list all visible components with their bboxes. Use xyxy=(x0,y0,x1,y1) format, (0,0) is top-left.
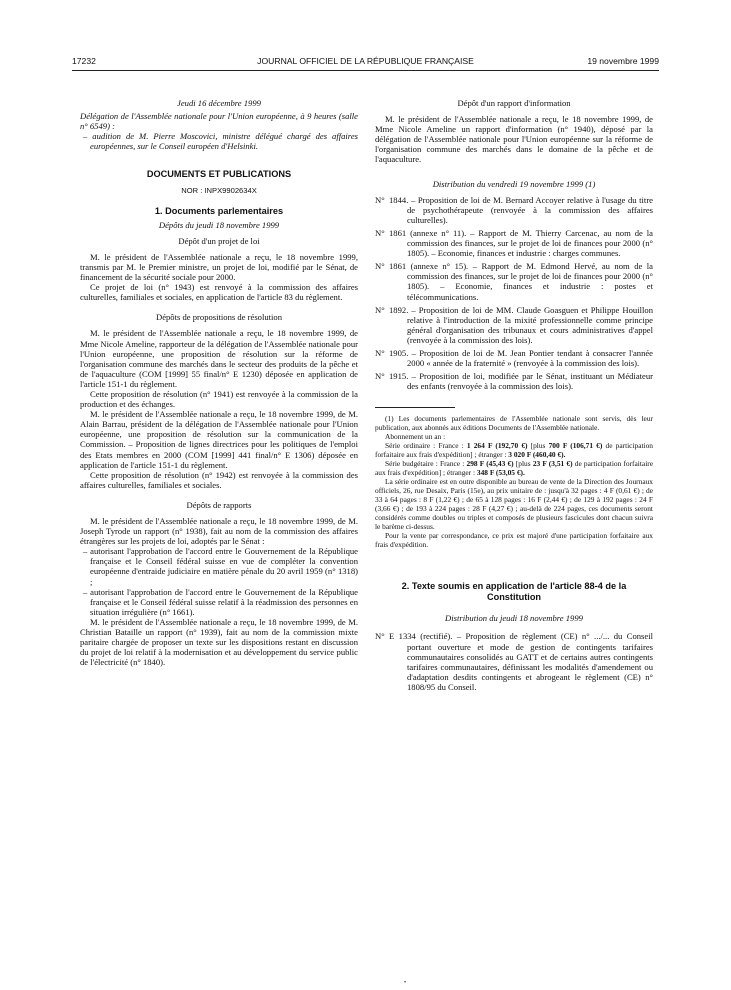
entry-number-label: N° xyxy=(375,371,385,382)
list-item xyxy=(375,631,653,692)
right-column xyxy=(375,98,653,692)
footnote-1: (1) Les documents parlementaires de l'Assemblée nationale sont servis, dès leur publication, aux abonnés aux éditions Documents de l'Assemblée nationale. xyxy=(375,414,653,433)
entry-number-label: N° xyxy=(375,304,385,315)
resolution-paragraph-4: Cette proposition de résolution (n° 1942) est renvoyée à la commission des affaires culturelles, familiales et sociales. xyxy=(80,469,358,490)
rapports-heading: Dépôts de rapports xyxy=(186,499,252,510)
rapport-item-2: – autorisant l'approbation de l'accord entre le Gouvernement de la République française et le Conseil fédéral suisse relatif à la réadmission des personnes en situation irrégulière (n° 1661). xyxy=(83,586,358,617)
list-item xyxy=(375,228,653,258)
entry-text: 1905. – Proposition de loi de M. Jean Pontier tendant à consacrer l'année 2000 « année de la fraternité » (renvoyée à la commission des lois). xyxy=(389,347,653,369)
running-header xyxy=(72,56,659,68)
projet-paragraph-1: M. le président de l'Assemblée nationale a reçu, le 18 novembre 1999, transmis par M. le Premier ministre, un projet de loi, modifié par le Sénat, de financement de la sécurité sociale pour 2000. xyxy=(80,251,358,283)
footnote-vente: La série ordinaire est en outre disponible au bureau de vente de la Direction des Journaux officiels, 26, rue Desaix, Paris (15e), au prix unitaire de : jusqu'à 32 pages : 4 F (0,61 €) ; de 33 à 64 pages : 8 F (1,22 €) ; de 65 à 128 pages : 16 F (2,44 €) ; de 129 à 192 pages : 24 F (3,66 €) ; de 193 à 224 pages : 28 F (4,27 €) ; au-delà de 224 pages, ces documents seront considérés comme doubles ou triples et composés de plusieurs fascicules dont chacun suivra le barème ci-dessus. xyxy=(375,477,653,532)
footnote-subscription: Abonnement un an : xyxy=(385,432,446,442)
entry-number-label: N° xyxy=(375,227,385,238)
rapport-paragraph-2: M. le président de l'Assemblée nationale a reçu, le 18 novembre 1999, de M. Christian Bataille un rapport (n° 1939), fait au nom de la commission mixte paritaire chargée de proposer un texte sur les dispositions restant en discussion du projet de loi relatif à la modernisation et au développement du service public de l'électricité (n° 1840). xyxy=(80,616,358,668)
audition-item: – audition de M. Pierre Moscovici, ministre délégué chargé des affaires européennes, sur le Conseil européen d'Helsinki. xyxy=(83,131,358,152)
documents-title: DOCUMENTS ET PUBLICATIONS xyxy=(146,169,292,180)
resolution-paragraph-1: M. le président de l'Assemblée nationale a reçu, le 18 novembre 1999, de Mme Nicole Ameline, rapporteur de la délégation de l'Assemblée nationale pour l'Union européenne, une proposition de résolution sur la réforme de l'organisation commune des marchés dans le secteur des produits de la pêche et de l'aquaculture (COM [1999] 55 final/n° E 1230) déposée en application de l'article 151-1 du règlement. xyxy=(80,328,358,389)
entry-text: 1915. – Proposition de loi, modifiée par le Sénat, instituant un Médiateur des enfants (renvoyée à la commission des lois). xyxy=(389,371,653,392)
list-item xyxy=(375,371,653,391)
entry-text: E 1334 (rectifié). – Proposition de règlement (CE) n° .../... du Conseil portant ouverture et mode de gestion de contingents tarifaires communautaires consolidés au GATT et de certains autres contingents tarifaires communautaires, définissant les modalités d'amendement ou d'adaptation desdits contingents et abrogeant le règlement (CE) n° 1808/95 du Conseil. xyxy=(389,631,653,692)
journal-title: JOURNAL OFFICIEL DE LA RÉPUBLIQUE FRANÇAISE xyxy=(257,56,474,66)
left-column xyxy=(80,98,358,667)
list-item xyxy=(375,305,653,345)
info-heading: Dépôt d'un rapport d'information xyxy=(457,98,571,108)
footnote-rule xyxy=(375,407,455,408)
info-paragraph: M. le président de l'Assemblée nationale a reçu, le 18 novembre 1999, de Mme Nicole Ameline un rapport d'information (n° 1940), déposé par la délégation de l'Assemblée nationale pour l'Union européenne sur la réforme de l'organisation commune des marchés dans le domaine de la pêche et de l'aquaculture. xyxy=(375,114,653,165)
delegation-text: Délégation de l'Assemblée nationale pour l'Union européenne, à 9 heures (salle n° 6549) : xyxy=(80,111,358,132)
issue-date: 19 novembre 1999 xyxy=(587,56,659,66)
entry-number-label: N° xyxy=(375,347,385,358)
distribution-heading: Distribution du vendredi 19 novembre 1999 (1) xyxy=(432,178,596,189)
footnote-serie-budgetaire: Série budgétaire : France : 298 F (45,43 €) [plus 23 F (3,51 €) de participation forfaitaire aux frais d'expédition] ; étranger : 348 F (53,05 €). xyxy=(375,459,653,478)
footnote-correspondance: Pour la vente par correspondance, ce prix est majoré d'une participation forfaitaire aux frais d'expédition. xyxy=(375,531,653,550)
list-item xyxy=(375,261,653,301)
entry-number-label: N° xyxy=(375,631,385,642)
list-item xyxy=(375,348,653,368)
projet-heading: Dépôt d'un projet de loi xyxy=(178,235,260,246)
footnote-serie-ordinaire: Série ordinaire : France : 1 264 F (192,70 €) [plus 700 F (106,71 €) de participation forfaitaire aux frais d'expédition] ; étranger : 3 020 F (460,40 €). xyxy=(375,441,653,460)
depots-date: Dépôts du jeudi 18 novembre 1999 xyxy=(158,219,280,230)
resolution-paragraph-3: M. le président de l'Assemblée nationale a reçu, le 18 novembre 1999, de M. Alain Barrau, président de la délégation de l'Assemblée nationale pour l'Union européenne, une proposition de résolution sur la communication de la Commission. – Proposition de lignes directrices pour les politiques de l'emploi des Etats membres en 2000 (COM [1999] 441 final/n° E 1306) déposée en application de l'article 151-1 du règlement. xyxy=(80,409,358,470)
resolution-paragraph-2: Cette proposition de résolution (n° 1941) est renvoyée à la commission de la production et des échanges. xyxy=(80,388,358,410)
day-heading: Jeudi 16 décembre 1999 xyxy=(177,98,261,108)
resolution-heading: Dépôts de propositions de résolution xyxy=(155,312,283,323)
printer-mark: • xyxy=(404,980,407,986)
entry-text: 1844. – Proposition de loi de M. Bernard Accoyer relative à l'usage du titre de psychothérapeute (renvoyée à la commission des affaires culturelles). xyxy=(389,194,653,225)
section-2-title: 2. Texte soumis en application de l'article 88-4 de la Constitution xyxy=(401,581,627,603)
distribution-list xyxy=(375,195,653,392)
footnote xyxy=(375,414,653,549)
list-item xyxy=(375,195,653,225)
entry-number-label: N° xyxy=(375,194,385,205)
projet-paragraph-2: Ce projet de loi (n° 1943) est renvoyé à la commission des affaires culturelles, familiales et sociales, en application de l'article 83 du règlement. xyxy=(80,282,358,303)
section-1-title: 1. Documents parlementaires xyxy=(154,205,284,216)
page-number: 17232 xyxy=(72,56,96,66)
entry-text: 1861 (annexe n° 15). – Rapport de M. Edmond Hervé, au nom de la commission des finances, sur le projet de loi de finances pour 2000 (n° 1805). – Economie, finances et industrie : postes et télécommunications. xyxy=(389,261,653,302)
header-rule xyxy=(72,70,659,71)
entry-text: 1892. – Proposition de loi de MM. Claude Goasguen et Philippe Houillon relative à l'introduction de la mixité professionnelle comme principe général d'organisation des tribunaux et cours administratives d'appel (renvoyée à la commission des lois). xyxy=(389,304,653,345)
entry-number-label: N° xyxy=(375,261,385,272)
rapport-item-1: – autorisant l'approbation de l'accord entre le Gouvernement de la République française et le Conseil fédéral suisse en vue de compléter la convention européenne d'entraide judiciaire en matière pénale du 20 avril 1959 (n° 1318) ; xyxy=(83,546,358,587)
rapport-paragraph-1: M. le président de l'Assemblée nationale a reçu, le 18 novembre 1999, de M. Joseph Tyrode un rapport (n° 1938), fait au nom de la commission des affaires étrangères sur les projets de loi, adoptés par le Sénat : xyxy=(80,516,358,547)
entry-text: 1861 (annexe n° 11). – Rapport de M. Thierry Carcenac, au nom de la commission des finances, sur le projet de loi de finances pour 2000 (n° 1805). – Economie, finances et industrie : charges communes. xyxy=(389,227,653,259)
section-2-date: Distribution du jeudi 18 novembre 1999 xyxy=(445,613,583,624)
nor-reference: NOR : INPX9902634X xyxy=(181,185,257,195)
